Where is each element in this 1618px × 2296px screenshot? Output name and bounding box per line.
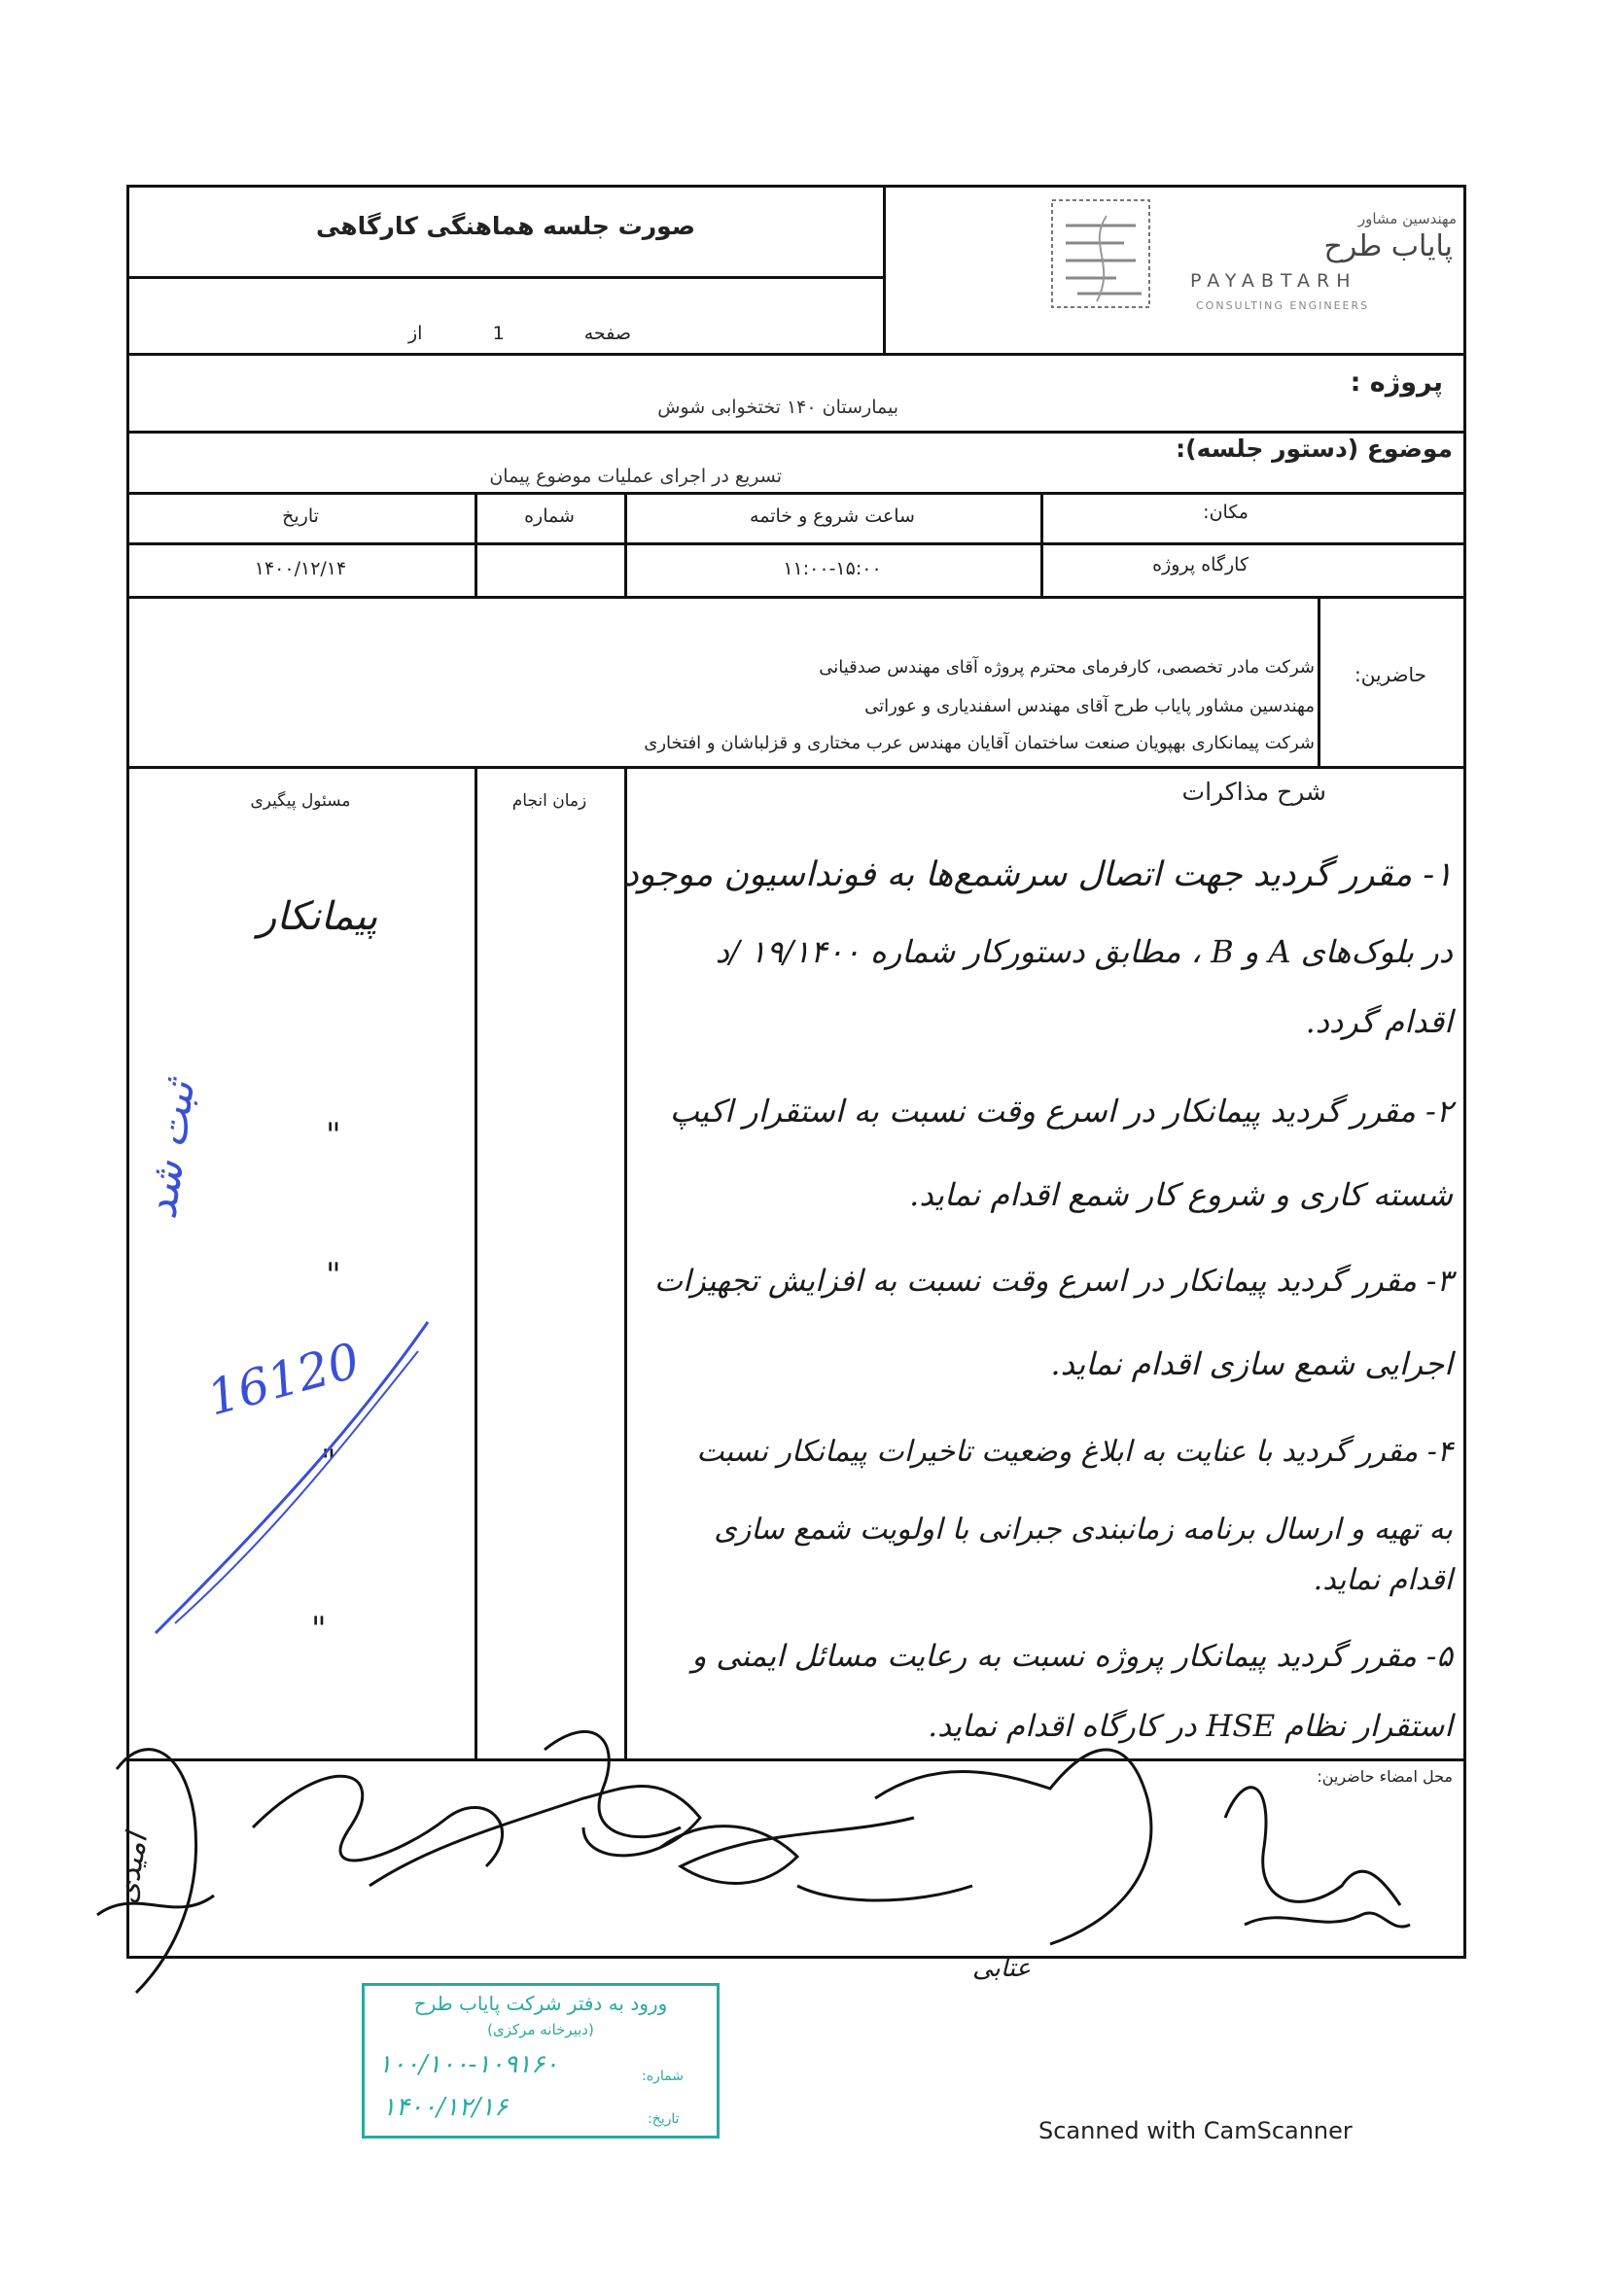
signature-name-1: امیدی	[109, 1830, 156, 1907]
stamp-number-label: شماره:	[642, 2069, 684, 2084]
logo-mark-icon	[1048, 196, 1165, 321]
time-value: ۱۱:۰۰-۱۵:۰۰	[783, 558, 882, 579]
item-line-7: اجرایی شمع سازی اقدام نماید.	[1050, 1345, 1453, 1382]
discussion-divider-2	[624, 766, 627, 1761]
project-box	[126, 353, 1466, 434]
margin-slash-icon	[136, 1312, 447, 1643]
header-divider	[883, 185, 886, 356]
subject-label: موضوع (دستور جلسه):	[1176, 435, 1453, 463]
logo-name-fa-line2: پایاب طرح	[1323, 229, 1453, 263]
item-line-2: در بلوک‌های A و B ، مطابق دستورکار شماره ۱۹/۱۴۰۰ /د	[715, 933, 1453, 970]
discussion-header-responsible: مسئول پیگیری	[250, 791, 351, 811]
attendees-divider	[1318, 596, 1320, 769]
margin-note: ثبت شد	[136, 1077, 205, 1223]
item-line-10: اقدام نماید.	[1313, 1563, 1453, 1597]
item-line-11: ۵- مقرر گردید پیمانکار پروژه نسبت به رعایت مسائل ایمنی و	[691, 1639, 1453, 1674]
stamp-date-value: ۱۴۰۰/۱۲/۱۶	[382, 2093, 509, 2122]
stamp-date-label: تاریخ:	[648, 2111, 680, 2127]
item-line-1: ۱- مقرر گردید جهت اتصال سرشمع‌ها به فونداسیون موجود	[623, 855, 1453, 894]
responsible-2: "	[326, 1116, 341, 1155]
subject-value: تسریع در اجرای عملیات موضوع پیمان	[489, 466, 782, 487]
page-label: صفحه	[583, 323, 631, 344]
item-line-8: ۴- مقرر گردید با عنایت به ابلاغ وضعیت تاخیرات پیمانکار نسبت	[696, 1435, 1453, 1469]
signatures-label: محل امضاء حاضرین:	[1317, 1767, 1453, 1786]
discussion-header-desc: شرح مذاکرات	[1181, 778, 1326, 806]
item-line-4: ۲- مقرر گردید پیمانکار در اسرع وقت نسبت به استقرار اکیپ	[669, 1093, 1453, 1130]
stamp-number-value: ۱۰۰/۱۰۰-۱۰۹۱۶۰	[378, 2050, 559, 2079]
responsible-4: "	[321, 1443, 336, 1481]
attendees-label: حاضرین:	[1354, 663, 1426, 686]
number-label: شماره	[524, 505, 575, 527]
time-label: ساعت شروع و خاتمه	[750, 505, 915, 527]
logo-name-en: PAYABTARH	[1190, 270, 1357, 292]
scanner-footer: Scanned with CamScanner	[1038, 2117, 1353, 2144]
meeting-col-divider-3	[1040, 492, 1043, 599]
item-line-3: اقدام گردد.	[1305, 1003, 1453, 1040]
responsible-5: "	[311, 1610, 327, 1649]
page-of: از	[408, 323, 423, 344]
attendee-line-1: شرکت مادر تخصصی، کارفرمای محترم پروژه آقای مهندس صدقیانی	[819, 657, 1315, 678]
discussion-divider-1	[475, 766, 477, 1761]
signature-name-2: عتابی	[972, 1954, 1032, 1983]
logo-tagline-en: CONSULTING ENGINEERS	[1196, 299, 1370, 312]
project-label: پروژه :	[1350, 367, 1443, 398]
date-label: تاریخ	[282, 505, 319, 527]
company-logo	[1042, 192, 1460, 329]
form-title: صورت جلسه هماهنگی کارگاهی	[315, 212, 695, 240]
attendee-line-3: شرکت پیمانکاری بهپویان صنعت ساختمان آقایان مهندس عرب مختاری و قزلباشان و افتخاری	[644, 733, 1315, 753]
page-counter	[408, 323, 631, 344]
responsible-3: "	[326, 1256, 341, 1295]
item-line-5: شسته کاری و شروع کار شمع اقدام نماید.	[909, 1176, 1453, 1213]
margin-number: 16120	[201, 1332, 366, 1427]
header-title-divider	[126, 276, 885, 279]
stamp-title: ورود به دفتر شرکت پایاب طرح	[413, 1992, 668, 2015]
signatures-scribble	[78, 1711, 1439, 2022]
date-value: ۱۴۰۰/۱۲/۱۴	[254, 558, 347, 579]
responsible-1: پیمانکار	[258, 894, 378, 939]
stamp-subtitle: (دبیرخانه مرکزی)	[487, 2021, 594, 2038]
place-label: مکان:	[1203, 502, 1249, 523]
meeting-info-midline	[126, 542, 1466, 545]
item-line-12: استقرار نظام HSE در کارگاه اقدام نماید.	[928, 1709, 1453, 1744]
place-value: کارگاه پروژه	[1152, 554, 1249, 575]
discussion-header-time: زمان انجام	[511, 791, 587, 811]
attendee-line-2: مهندسین مشاور پایاب طرح آقای مهندس اسفندیاری و عوراتی	[864, 696, 1315, 716]
logo-name-fa-line1: مهندسین مشاور	[1357, 210, 1457, 227]
item-line-9: به تهیه و ارسال برنامه زمانبندی جبرانی با اولویت شمع سازی	[714, 1513, 1453, 1547]
item-line-6: ۳- مقرر گردید پیمانکار در اسرع وقت نسبت به افزایش تجهیزات	[653, 1264, 1453, 1299]
page-number: 1	[492, 323, 505, 344]
project-value: بیمارستان ۱۴۰ تختخوابی شوش	[657, 397, 898, 418]
